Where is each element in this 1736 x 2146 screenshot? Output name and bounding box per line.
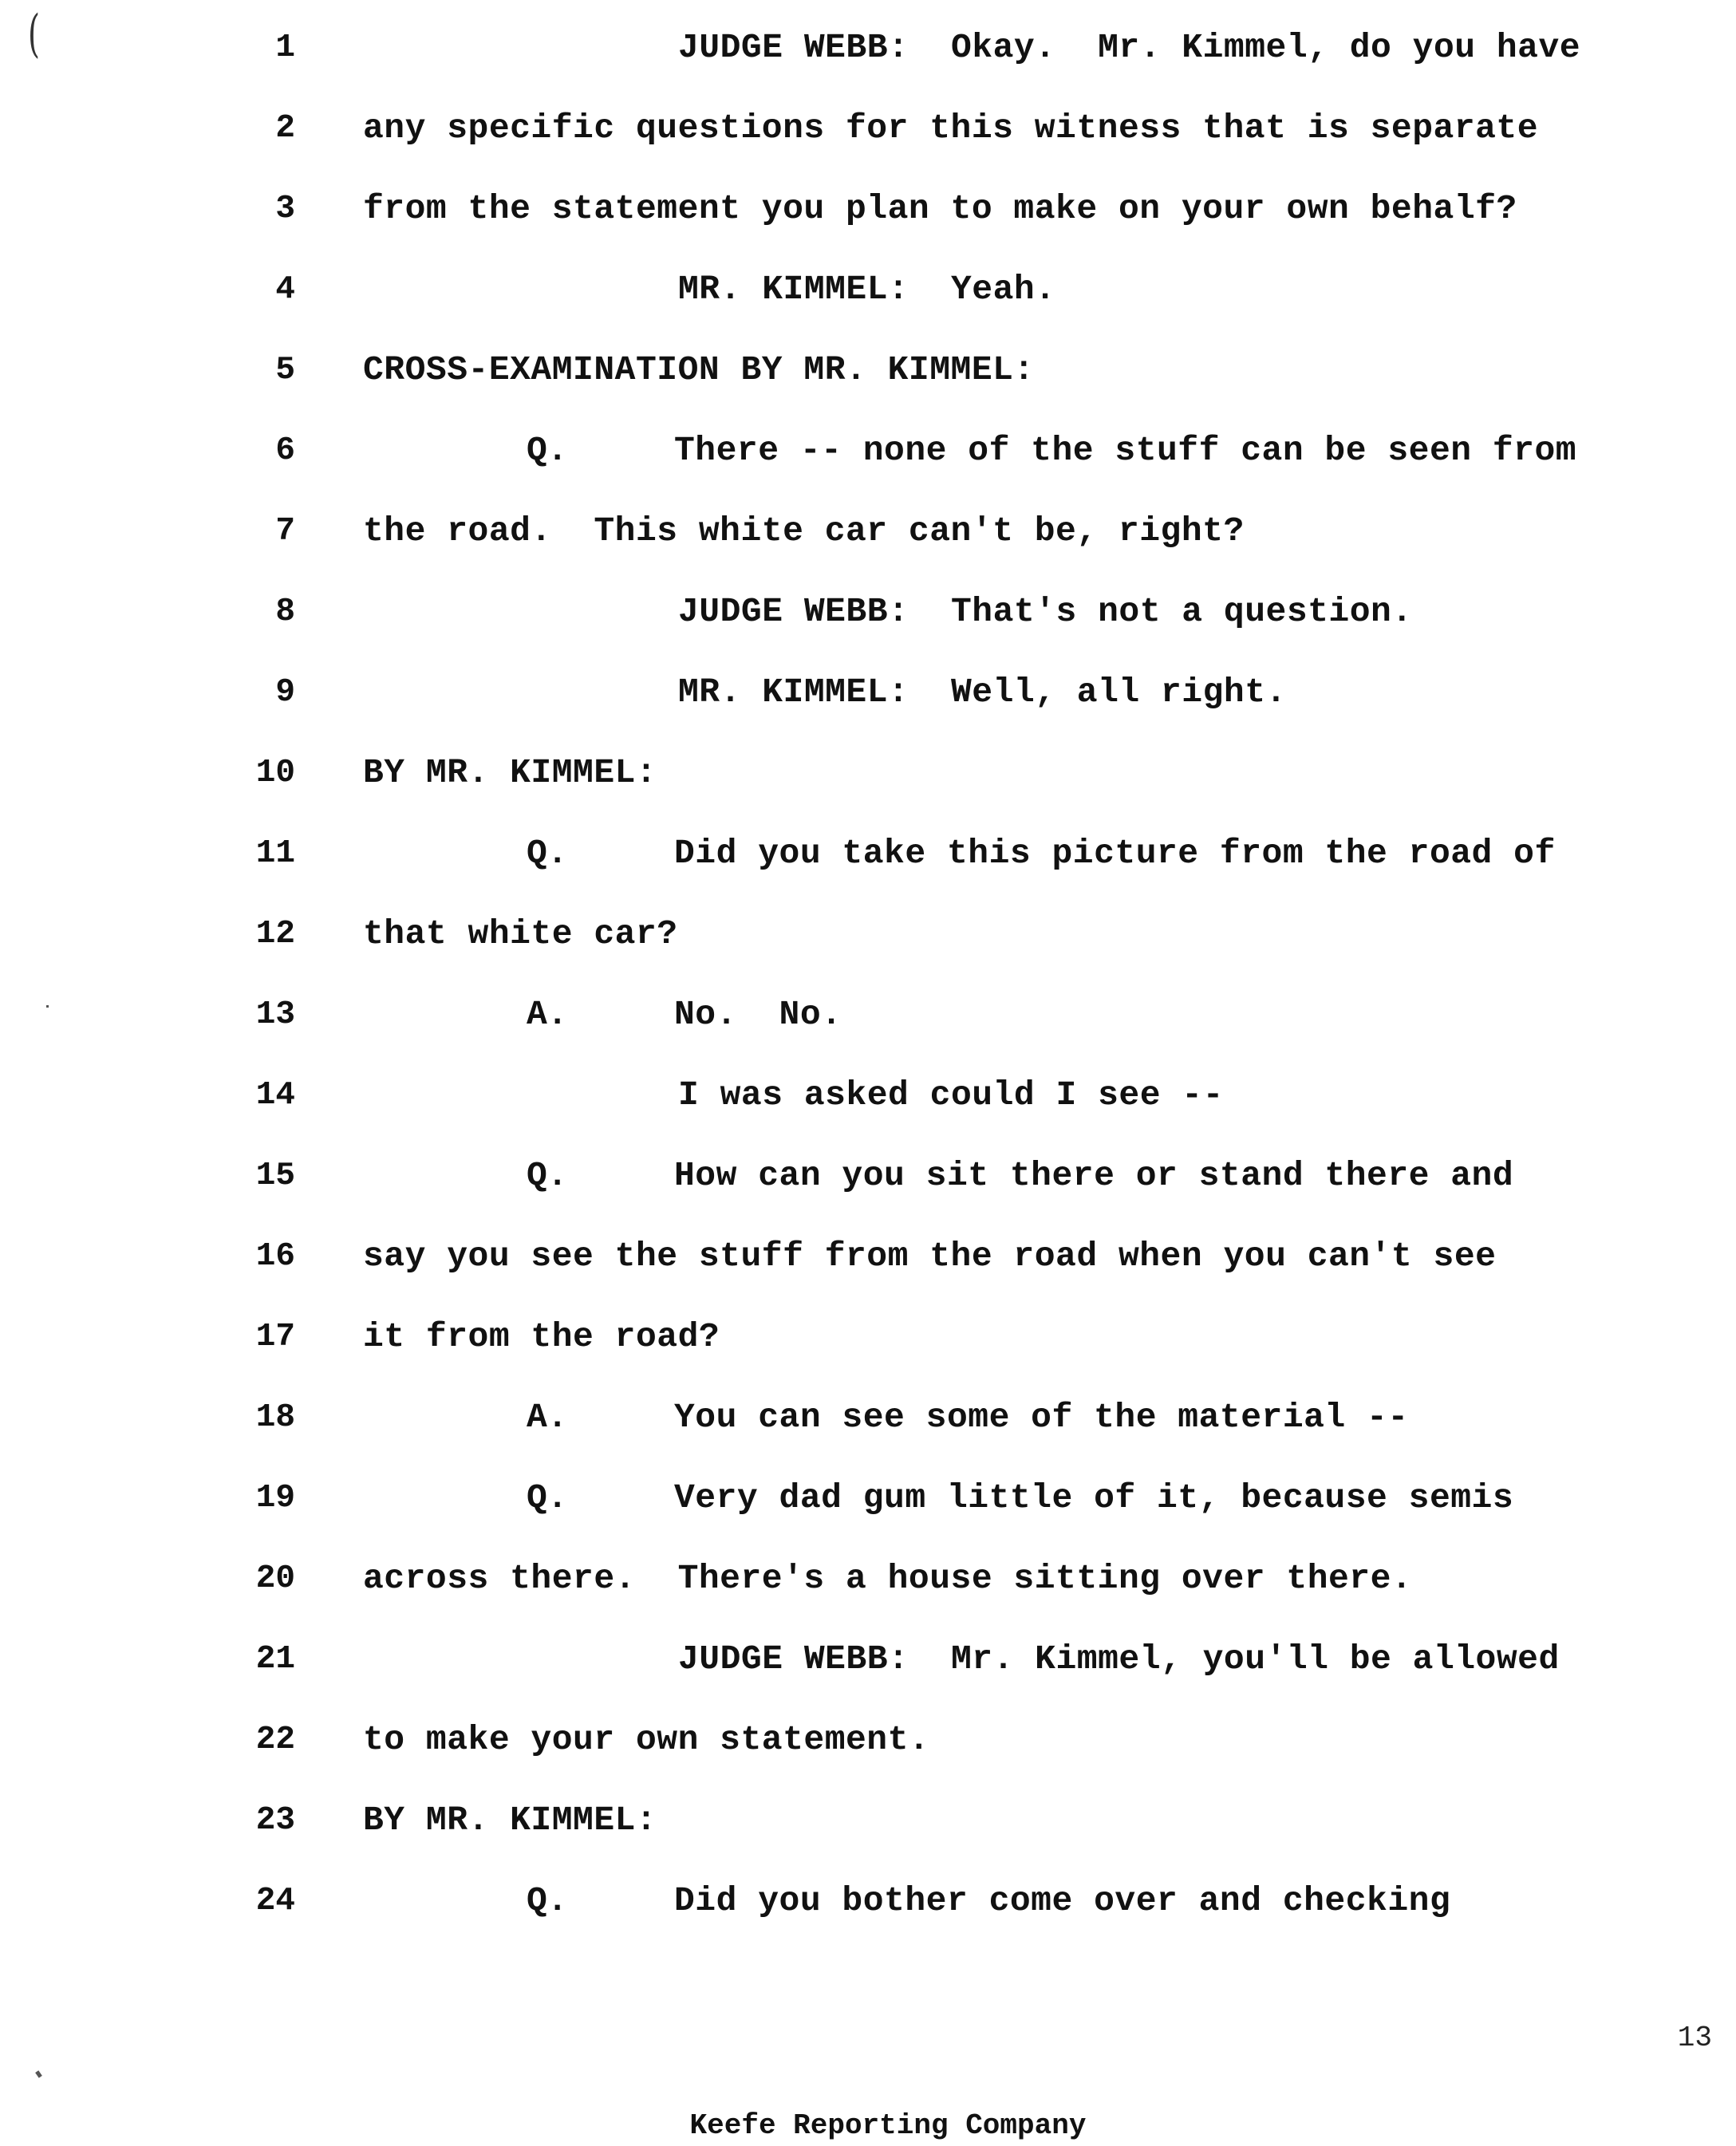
margin-bracket-mark: (	[27, 5, 40, 64]
qa-label: Q.	[527, 1478, 568, 1517]
line-number: 6	[275, 432, 295, 469]
line-number: 15	[255, 1158, 295, 1194]
line-number: 7	[275, 513, 295, 550]
line-text: JUDGE WEBB: That's not a question.	[678, 592, 1413, 631]
transcript-line	[0, 910, 1736, 990]
qa-label: A.	[527, 995, 568, 1034]
transcript-line	[0, 1555, 1736, 1635]
line-number: 21	[255, 1641, 295, 1678]
line-number: 1	[275, 30, 295, 66]
line-text: to make your own statement.	[363, 1720, 930, 1759]
transcript-line	[0, 1152, 1736, 1232]
line-number: 3	[275, 191, 295, 227]
line-text: You can see some of the material --	[674, 1398, 1409, 1437]
transcript-line	[0, 1071, 1736, 1151]
line-text: JUDGE WEBB: Mr. Kimmel, you'll be allowed	[678, 1639, 1560, 1679]
line-number: 24	[255, 1883, 295, 1919]
page-number: 13	[1677, 2022, 1712, 2054]
line-number: 16	[255, 1238, 295, 1275]
qa-label: A.	[527, 1398, 568, 1437]
transcript-line	[0, 1233, 1736, 1312]
line-text: any specific questions for this witness that is separate	[363, 108, 1539, 148]
transcript-line	[0, 749, 1736, 829]
line-number: 2	[275, 110, 295, 147]
transcript-line	[0, 588, 1736, 668]
line-text: it from the road?	[363, 1317, 720, 1356]
qa-label: Q.	[527, 1881, 568, 1920]
line-number: 20	[255, 1560, 295, 1597]
footer-company: Keefe Reporting Company	[689, 2109, 1087, 2142]
line-number: 12	[255, 916, 295, 953]
line-text: I was asked could I see --	[678, 1075, 1224, 1114]
scan-speck	[35, 2070, 42, 2077]
line-number: 8	[275, 594, 295, 630]
line-text: CROSS-EXAMINATION BY MR. KIMMEL:	[363, 350, 1035, 389]
transcript-line	[0, 185, 1736, 265]
line-number: 9	[275, 674, 295, 711]
line-text: MR. KIMMEL: Yeah.	[678, 270, 1056, 309]
line-number: 23	[255, 1802, 295, 1839]
transcript-line	[0, 507, 1736, 587]
transcript-line	[0, 346, 1736, 426]
line-number: 18	[255, 1399, 295, 1436]
line-number: 13	[255, 996, 295, 1033]
line-text: say you see the stuff from the road when you can't see	[363, 1237, 1497, 1276]
transcript-line	[0, 1797, 1736, 1876]
transcript-line	[0, 427, 1736, 507]
transcript-line	[0, 266, 1736, 345]
transcript-line	[0, 991, 1736, 1071]
line-text: across there. There's a house sitting over there.	[363, 1559, 1413, 1598]
qa-label: Q.	[527, 1156, 568, 1195]
transcript-line	[0, 1394, 1736, 1473]
line-number: 5	[275, 352, 295, 389]
transcript-line	[0, 1474, 1736, 1554]
line-text: JUDGE WEBB: Okay. Mr. Kimmel, do you have	[678, 28, 1581, 67]
line-number: 19	[255, 1480, 295, 1517]
line-text: Very dad gum little of it, because semis	[674, 1478, 1514, 1517]
line-number: 17	[255, 1319, 295, 1355]
qa-label: Q.	[527, 834, 568, 873]
transcript-line	[0, 24, 1736, 104]
transcript-line	[0, 1877, 1736, 1957]
line-text: BY MR. KIMMEL:	[363, 1801, 657, 1840]
line-text: from the statement you plan to make on your own behalf?	[363, 189, 1517, 228]
line-text: the road. This white car can't be, right?	[363, 511, 1245, 550]
line-number: 4	[275, 271, 295, 308]
line-text: Did you take this picture from the road of	[674, 834, 1556, 873]
line-text: There -- none of the stuff can be seen from	[674, 431, 1577, 470]
line-text: that white car?	[363, 914, 678, 953]
line-text: No. No.	[674, 995, 842, 1034]
transcript-line	[0, 830, 1736, 909]
transcript-line	[0, 105, 1736, 184]
qa-label: Q.	[527, 431, 568, 470]
line-text: Did you bother come over and checking	[674, 1881, 1451, 1920]
line-text: How can you sit there or stand there and	[674, 1156, 1514, 1195]
line-number: 14	[255, 1077, 295, 1114]
transcript-line	[0, 1313, 1736, 1393]
line-text: MR. KIMMEL: Well, all right.	[678, 673, 1287, 712]
line-number: 22	[255, 1722, 295, 1758]
line-text: BY MR. KIMMEL:	[363, 753, 657, 792]
line-number: 11	[255, 835, 295, 872]
transcript-line	[0, 1635, 1736, 1715]
transcript-line	[0, 669, 1736, 748]
line-number: 10	[255, 755, 295, 791]
transcript-line	[0, 1716, 1736, 1796]
